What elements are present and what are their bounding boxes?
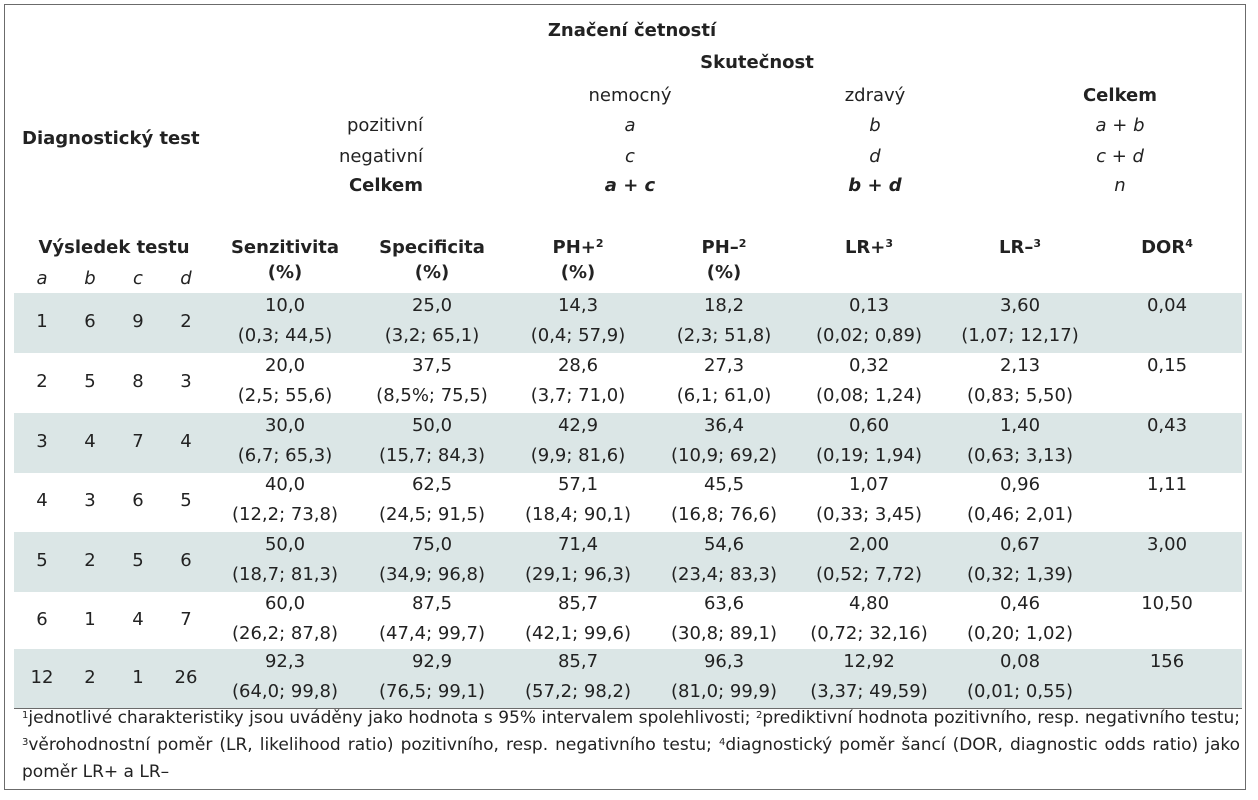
cell-spec: 25,0 [411, 295, 453, 316]
cell-phn: 54,6 [703, 534, 745, 555]
cell-php-ci: (9,9; 81,6) [530, 445, 626, 466]
cell-lrp-ci: (0,19; 1,94) [816, 445, 922, 466]
cell-dor: 156 [1149, 651, 1185, 672]
cell-phn-ci: (23,4; 83,3) [671, 564, 777, 585]
cell-phn-ci: (30,8; 89,1) [671, 623, 777, 644]
cell-lrp-ci: (0,52; 7,72) [816, 564, 922, 585]
cell-sens: 10,0 [264, 295, 306, 316]
cell-dor: 1,11 [1146, 474, 1188, 495]
cell-phn-ci: (16,8; 76,6) [671, 504, 777, 525]
cell-spec: 75,0 [411, 534, 453, 555]
cell-spec: 50,0 [411, 415, 453, 436]
cell-php: 42,9 [557, 415, 599, 436]
contingency-title: Značení četností [547, 20, 717, 41]
cell-lrn-ci: (0,63; 3,13) [967, 445, 1073, 466]
cell-phn: 96,3 [703, 651, 745, 672]
cell-a: a [624, 115, 636, 136]
col-a-header: a [36, 268, 48, 289]
cell-phn-ci: (2,3; 51,8) [676, 325, 772, 346]
result-header: Výsledek testu [38, 237, 190, 258]
ph-neg-unit: (%) [706, 262, 742, 283]
cell-a-plus-b: a + b [1095, 115, 1145, 136]
cell-sens-ci: (6,7; 65,3) [237, 445, 333, 466]
cell-lrn: 0,96 [999, 474, 1041, 495]
cell-php: 85,7 [557, 593, 599, 614]
cell-spec: 87,5 [411, 593, 453, 614]
cell-lrn: 0,08 [999, 651, 1041, 672]
cell-lrp: 2,00 [848, 534, 890, 555]
cell-php-ci: (29,1; 96,3) [525, 564, 631, 585]
cell-n: n [1114, 175, 1126, 196]
total-row-label: Celkem [348, 175, 423, 196]
healthy-header: zdravý [844, 85, 906, 106]
cell-spec: 37,5 [411, 355, 453, 376]
cell-d: 3 [180, 371, 192, 392]
cell-lrp: 12,92 [843, 651, 895, 672]
cell-php-ci: (42,1; 99,6) [525, 623, 631, 644]
cell-lrn-ci: (0,83; 5,50) [967, 385, 1073, 406]
cell-c: 6 [132, 490, 144, 511]
cell-b: 2 [84, 667, 96, 688]
cell-c: c [625, 146, 635, 167]
cell-b: 5 [84, 371, 96, 392]
cell-lrn-ci: (0,01; 0,55) [967, 681, 1073, 702]
cell-sens-ci: (0,3; 44,5) [237, 325, 333, 346]
ph-neg-header: PH–$^2$ [701, 237, 747, 258]
cell-sens-ci: (64,0; 99,8) [232, 681, 338, 702]
specificity-unit: (%) [414, 262, 450, 283]
cell-d: 26 [174, 667, 198, 688]
cell-a: 5 [36, 550, 48, 571]
cell-sens-ci: (18,7; 81,3) [232, 564, 338, 585]
cell-c: 5 [132, 550, 144, 571]
cell-sens-ci: (2,5; 55,6) [237, 385, 333, 406]
cell-c: 4 [132, 609, 144, 630]
lr-neg-header: LR–$^3$ [999, 237, 1041, 258]
cell-a-plus-c: a + c [604, 175, 656, 196]
cell-sens: 50,0 [264, 534, 306, 555]
cell-c: 8 [132, 371, 144, 392]
cell-lrn: 3,60 [999, 295, 1041, 316]
cell-phn-ci: (10,9; 69,2) [671, 445, 777, 466]
negative-label: negativní [338, 146, 423, 167]
cell-sens: 40,0 [264, 474, 306, 495]
cell-c: 7 [132, 431, 144, 452]
cell-lrp: 0,60 [848, 415, 890, 436]
col-c-header: c [133, 268, 143, 289]
cell-a: 6 [36, 609, 48, 630]
cell-spec-ci: (15,7; 84,3) [379, 445, 485, 466]
cell-lrn: 0,67 [999, 534, 1041, 555]
cell-c: 9 [132, 311, 144, 332]
cell-spec-ci: (47,4; 99,7) [379, 623, 485, 644]
cell-b: 4 [84, 431, 96, 452]
cell-phn: 45,5 [703, 474, 745, 495]
cell-php: 14,3 [557, 295, 599, 316]
diagnostic-test-header: Diagnostický test [22, 128, 200, 149]
cell-lrp-ci: (0,72; 32,16) [810, 623, 928, 644]
cell-sens: 30,0 [264, 415, 306, 436]
cell-b: 2 [84, 550, 96, 571]
cell-sens: 60,0 [264, 593, 306, 614]
cell-lrn-ci: (1,07; 12,17) [961, 325, 1079, 346]
cell-b-plus-d: b + d [848, 175, 902, 196]
cell-php: 28,6 [557, 355, 599, 376]
cell-lrp-ci: (0,08; 1,24) [816, 385, 922, 406]
cell-php: 71,4 [557, 534, 599, 555]
dor-header: DOR$^4$ [1141, 237, 1193, 258]
cell-a: 2 [36, 371, 48, 392]
cell-b: 6 [84, 311, 96, 332]
cell-php-ci: (57,2; 98,2) [525, 681, 631, 702]
cell-spec: 92,9 [411, 651, 453, 672]
cell-spec-ci: (3,2; 65,1) [384, 325, 480, 346]
cell-d: 7 [180, 609, 192, 630]
cell-b: b [869, 115, 881, 136]
cell-d: 4 [180, 431, 192, 452]
cell-php-ci: (3,7; 71,0) [530, 385, 626, 406]
cell-a: 4 [36, 490, 48, 511]
total-col-header: Celkem [1082, 85, 1158, 106]
cell-lrn-ci: (0,20; 1,02) [967, 623, 1073, 644]
col-b-header: b [84, 268, 96, 289]
cell-dor: 0,04 [1146, 295, 1188, 316]
sensitivity-header: Senzitivita [230, 237, 340, 258]
cell-c-plus-d: c + d [1096, 146, 1144, 167]
lr-pos-header: LR+$^3$ [844, 237, 894, 258]
cell-spec-ci: (8,5%; 75,5) [376, 385, 488, 406]
ph-pos-header: PH+$^2$ [552, 237, 604, 258]
cell-lrp: 1,07 [848, 474, 890, 495]
cell-sens-ci: (12,2; 73,8) [232, 504, 338, 525]
cell-lrn-ci: (0,46; 2,01) [967, 504, 1073, 525]
cell-b: 1 [84, 609, 96, 630]
cell-lrn: 2,13 [999, 355, 1041, 376]
cell-sens-ci: (26,2; 87,8) [232, 623, 338, 644]
cell-lrn: 1,40 [999, 415, 1041, 436]
cell-b: 3 [84, 490, 96, 511]
cell-dor: 0,43 [1146, 415, 1188, 436]
cell-d: 5 [180, 490, 192, 511]
cell-spec: 62,5 [411, 474, 453, 495]
cell-d: 2 [180, 311, 192, 332]
cell-sens: 20,0 [264, 355, 306, 376]
cell-phn-ci: (6,1; 61,0) [676, 385, 772, 406]
cell-phn-ci: (81,0; 99,9) [671, 681, 777, 702]
ph-pos-unit: (%) [560, 262, 596, 283]
cell-php-ci: (0,4; 57,9) [530, 325, 626, 346]
cell-lrn-ci: (0,32; 1,39) [967, 564, 1073, 585]
cell-dor: 0,15 [1146, 355, 1188, 376]
cell-lrp-ci: (0,33; 3,45) [816, 504, 922, 525]
positive-label: pozitivní [346, 115, 423, 136]
specificity-header: Specificita [379, 237, 485, 258]
cell-a: 1 [36, 311, 48, 332]
cell-a: 12 [30, 667, 54, 688]
footnote: $^1$jednotlivé charakteristiky jsou uváděny jako hodnota s 95% intervalem spolehlivosti; $^2$prediktivní hodnota pozitivního, resp. negativního testu; $^3$věrohodnostní poměr (LR, likelihood ratio) pozitivního, resp. negativního testu; $^4$diagnostický poměr šancí (DOR, diagnostic odds ratio) jako poměr LR+ a LR– [22, 708, 1241, 782]
cell-spec-ci: (34,9; 96,8) [379, 564, 485, 585]
cell-d: 6 [180, 550, 192, 571]
cell-lrp-ci: (0,02; 0,89) [816, 325, 922, 346]
cell-lrn: 0,46 [999, 593, 1041, 614]
cell-dor: 3,00 [1146, 534, 1188, 555]
cell-d: d [869, 146, 881, 167]
cell-c: 1 [132, 667, 144, 688]
cell-php-ci: (18,4; 90,1) [525, 504, 631, 525]
cell-phn: 27,3 [703, 355, 745, 376]
cell-php: 85,7 [557, 651, 599, 672]
cell-spec-ci: (24,5; 91,5) [379, 504, 485, 525]
cell-sens: 92,3 [264, 651, 306, 672]
cell-a: 3 [36, 431, 48, 452]
cell-lrp: 4,80 [848, 593, 890, 614]
cell-spec-ci: (76,5; 99,1) [379, 681, 485, 702]
col-d-header: d [180, 268, 192, 289]
reality-header: Skutečnost [700, 52, 814, 73]
cell-phn: 36,4 [703, 415, 745, 436]
sensitivity-unit: (%) [267, 262, 303, 283]
cell-phn: 63,6 [703, 593, 745, 614]
cell-lrp: 0,13 [848, 295, 890, 316]
cell-dor: 10,50 [1141, 593, 1193, 614]
cell-lrp-ci: (3,37; 49,59) [810, 681, 928, 702]
cell-lrp: 0,32 [848, 355, 890, 376]
cell-phn: 18,2 [703, 295, 745, 316]
sick-header: nemocný [588, 85, 672, 106]
cell-php: 57,1 [557, 474, 599, 495]
